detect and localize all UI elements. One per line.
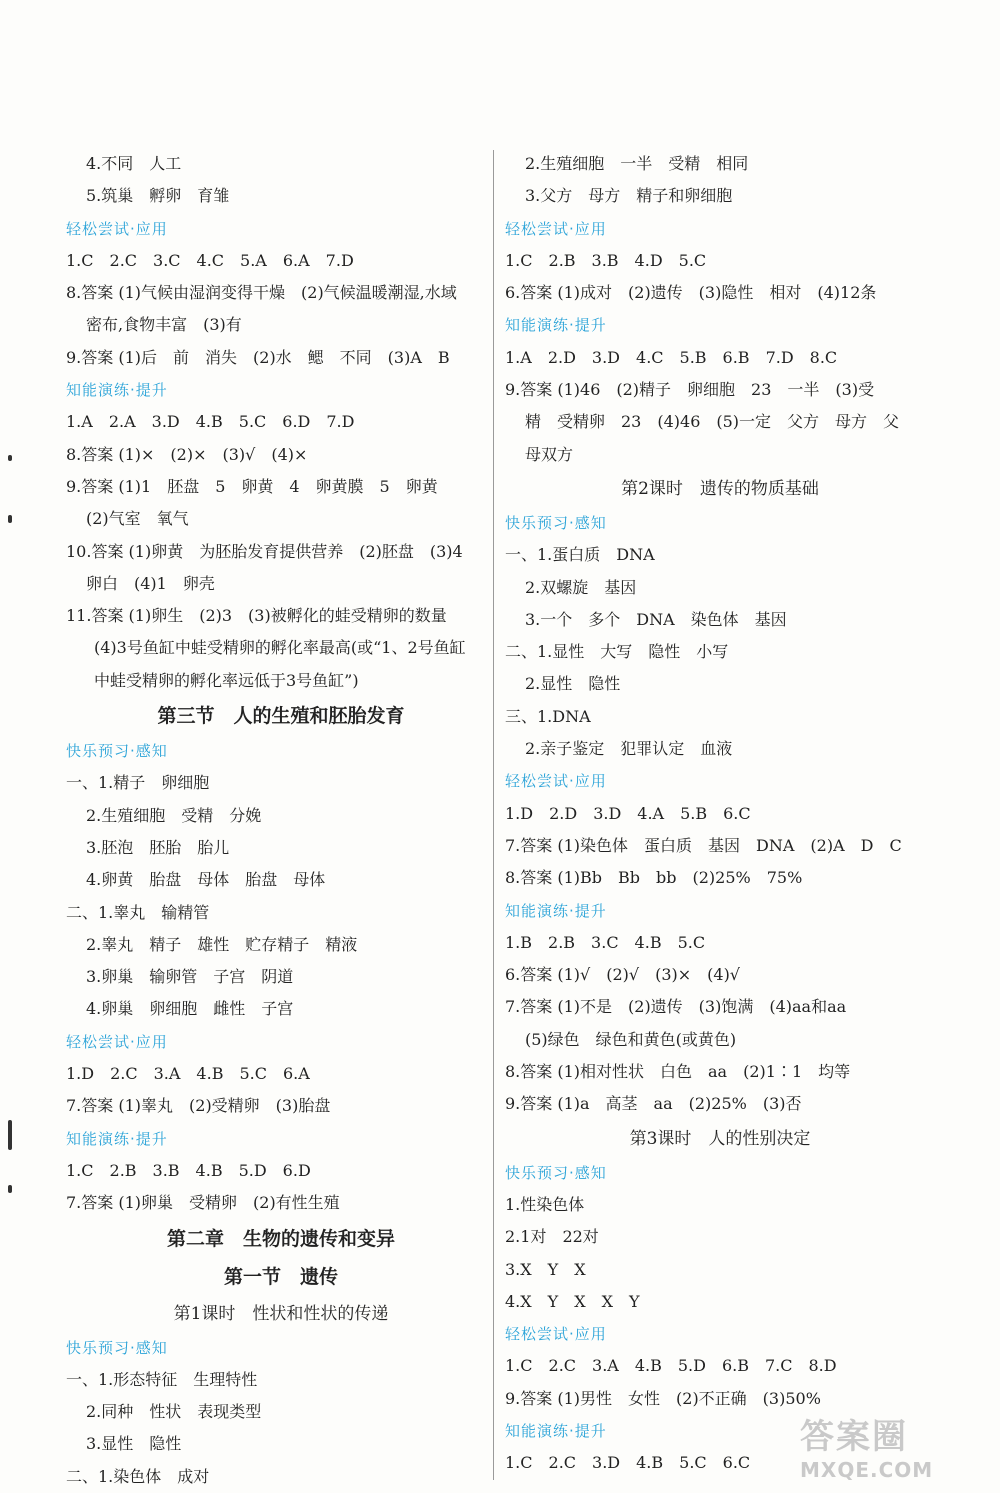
answer-line: 2.生殖细胞 受精 分娩	[86, 805, 262, 825]
answer-line: 2.睾丸 精子 雄性 贮存精子 精液	[86, 934, 358, 954]
answer-line: 7.答案 (1)不是 (2)遗传 (3)饱满 (4)aa和aa	[505, 997, 847, 1017]
answer-line: (5)绿色 绿色和黄色(或黄色)	[525, 1029, 737, 1049]
answer-line: 一、1.精子 卵细胞	[66, 773, 210, 793]
answer-line: 1.D 2.D 3.D 4.A 5.B 6.C	[505, 803, 751, 823]
watermark-text: 答案圈	[800, 1417, 908, 1457]
section-label: 轻松尝试·应用	[505, 1325, 607, 1344]
answer-line: 1.B 2.B 3.C 4.B 5.C	[505, 932, 706, 952]
watermark-logo	[800, 1409, 990, 1482]
answer-line: 1.A 2.A 3.D 4.B 5.C 6.D 7.D	[66, 412, 355, 432]
answer-line: 3.胚泡 胚胎 胎儿	[86, 837, 230, 857]
section-label: 快乐预习·感知	[66, 742, 168, 761]
answer-line: 7.答案 (1)卵巢 受精卵 (2)有性生殖	[66, 1193, 340, 1213]
lesson-heading: 第2课时 遗传的物质基础	[621, 478, 819, 499]
answer-line: 3.显性 隐性	[86, 1434, 182, 1454]
answer-line: 2.显性 隐性	[525, 674, 621, 694]
answer-line: 母双方	[525, 444, 574, 464]
section-label: 轻松尝试·应用	[505, 219, 607, 238]
answer-line: 密布,食物丰富 (3)有	[86, 315, 242, 335]
answer-line: 3.父方 母方 精子和卵细胞	[525, 186, 733, 206]
section-label: 知能演练·提升	[66, 381, 168, 400]
watermark-url: MXQE.COM	[800, 1458, 934, 1482]
section-label: 知能演练·提升	[66, 1129, 168, 1148]
answer-line: 1.A 2.D 3.D 4.C 5.B 6.B 7.D 8.C	[505, 347, 838, 367]
section-label: 快乐预习·感知	[66, 1338, 168, 1357]
answer-line: 9.答案 (1)46 (2)精子 卵细胞 23 一半 (3)受	[505, 380, 875, 400]
column-divider	[493, 150, 494, 1480]
answer-line: 中蛙受精卵的孵化率远低于3号鱼缸”)	[94, 670, 359, 690]
answer-line: 9.答案 (1)男性 女性 (2)不正确 (3)50%	[505, 1388, 821, 1408]
answer-line: 1.C 2.C 3.A 4.B 5.D 6.B 7.C 8.D	[505, 1356, 837, 1376]
answer-line: 4.X Y X X Y	[505, 1291, 640, 1311]
scan-mark	[8, 515, 12, 523]
answer-line: 3.一个 多个 DNA 染色体 基因	[525, 609, 787, 629]
answer-line: (4)3号鱼缸中蛙受精卵的孵化率最高(或“1、2号鱼缸	[94, 638, 466, 658]
answer-line: 一、1.蛋白质 DNA	[505, 545, 655, 565]
right-column	[505, 148, 935, 1480]
answer-line: 8.答案 (1)Bb Bb bb (2)25% 75%	[505, 868, 803, 888]
answer-line: 1.性染色体	[505, 1194, 585, 1214]
answer-line: 二、1.染色体 成对	[66, 1466, 210, 1486]
answer-line: 7.答案 (1)睾丸 (2)受精卵 (3)胎盘	[66, 1096, 331, 1116]
answer-line: 一、1.形态特征 生理特性	[66, 1369, 258, 1389]
answer-line: 5.筑巢 孵卵 育雏	[86, 186, 230, 206]
section-label: 快乐预习·感知	[505, 1163, 607, 1182]
answer-line: 三、1.DNA	[505, 706, 591, 726]
answer-line: 2.亲子鉴定 犯罪认定 血液	[525, 739, 733, 759]
answer-line: 二、1.显性 大写 隐性 小写	[505, 642, 729, 662]
answer-line: 精 受精卵 23 (4)46 (5)一定 父方 母方 父	[525, 412, 900, 432]
answer-line: 11.答案 (1)卵生 (2)3 (3)被孵化的蛙受精卵的数量	[66, 606, 447, 626]
answer-line: 9.答案 (1)1 胚盘 5 卵黄 4 卵黄膜 5 卵黄	[66, 476, 438, 496]
answer-line: 1.C 2.C 3.D 4.B 5.C 6.C	[505, 1453, 751, 1473]
chapter-heading: 第二章 生物的遗传和变异	[166, 1227, 395, 1250]
lesson-heading: 第1课时 性状和性状的传递	[173, 1303, 389, 1324]
chapter-heading: 第一节 遗传	[223, 1265, 338, 1288]
answer-line: 4.卵巢 卵细胞 雌性 子宫	[86, 999, 294, 1019]
answer-line: 二、1.睾丸 输精管	[66, 902, 210, 922]
answer-line: 4.卵黄 胎盘 母体 胎盘 母体	[86, 870, 326, 890]
section-label: 轻松尝试·应用	[66, 219, 168, 238]
answer-line: 1.C 2.B 3.B 4.B 5.D 6.D	[66, 1160, 311, 1180]
answer-line: 2.生殖细胞 一半 受精 相同	[525, 154, 749, 173]
answer-line: 7.答案 (1)染色体 蛋白质 基因 DNA (2)A D C	[505, 835, 902, 855]
answer-line: 6.答案 (1)√ (2)√ (3)× (4)√	[505, 965, 741, 985]
section-label: 轻松尝试·应用	[66, 1032, 168, 1051]
answer-line: 9.答案 (1)a 高茎 aa (2)25% (3)否	[505, 1094, 802, 1114]
answer-line: 8.答案 (1)× (2)× (3)√ (4)×	[66, 444, 308, 464]
section-label: 轻松尝试·应用	[505, 772, 607, 791]
scan-mark	[8, 1185, 12, 1193]
answer-line: 2.双螺旋 基因	[525, 577, 637, 597]
left-column	[66, 148, 496, 1493]
answer-line: 3.X Y X	[505, 1259, 586, 1279]
answer-line: 6.答案 (1)成对 (2)遗传 (3)隐性 相对 (4)12条	[505, 283, 877, 303]
answer-line: 9.答案 (1)后 前 消失 (2)水 鳃 不同 (3)A B	[66, 347, 450, 367]
answer-line: 8.答案 (1)气候由湿润变得干燥 (2)气候温暖潮湿,水域	[66, 283, 457, 303]
scan-mark	[8, 455, 12, 461]
answer-line: 4.不同 人工	[86, 154, 182, 173]
answer-line: 8.答案 (1)相对性状 白色 aa (2)1∶1 均等	[505, 1062, 851, 1082]
answer-line: 1.D 2.C 3.A 4.B 5.C 6.A	[66, 1064, 310, 1084]
answer-line: (2)气室 氧气	[86, 509, 189, 529]
scan-mark	[8, 1120, 12, 1150]
answer-line: 2.1对 22对	[505, 1227, 599, 1247]
answer-line: 卵白 (4)1 卵壳	[86, 573, 215, 593]
chapter-heading: 第三节 人的生殖和胚胎发育	[157, 705, 405, 728]
section-label: 知能演练·提升	[505, 901, 607, 920]
answer-line: 1.C 2.C 3.C 4.C 5.A 6.A 7.D	[66, 250, 354, 270]
answer-line: 1.C 2.B 3.B 4.D 5.C	[505, 250, 707, 270]
lesson-heading: 第3课时 人的性别决定	[629, 1128, 811, 1149]
section-label: 知能演练·提升	[505, 316, 607, 335]
answer-line: 3.卵巢 输卵管 子宫 阴道	[86, 967, 294, 987]
answer-line: 2.同种 性状 表现类型	[86, 1402, 262, 1422]
answer-line: 10.答案 (1)卵黄 为胚胎发育提供营养 (2)胚盘 (3)4	[66, 541, 463, 561]
section-label: 快乐预习·感知	[505, 513, 607, 532]
section-label: 知能演练·提升	[505, 1421, 607, 1440]
